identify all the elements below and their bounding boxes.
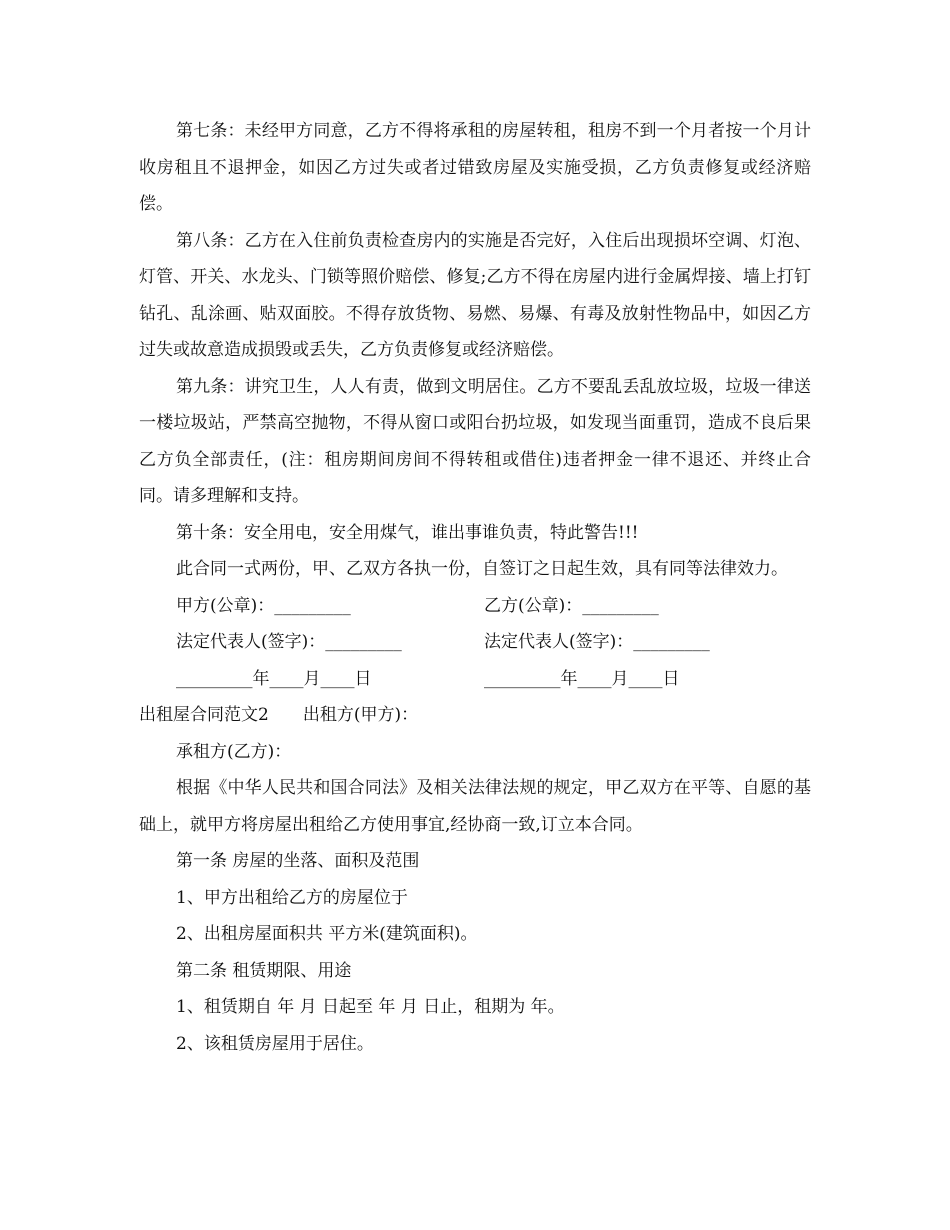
article-1-item-1: 1、甲方出租给乙方的房屋位于 [176,887,408,908]
lessee-line: 承租方(乙方)： [176,741,292,762]
article-2-heading: 第二条 租赁期限、用途 [176,960,352,981]
article-10-paragraph: 第十条：安全用电，安全用煤气，谁出事谁负责，特此警告!!! [176,522,639,543]
article-9-paragraph: 第九条：讲究卫生，人人有责，做到文明居住。乙方不要乱丢乱放垃圾，垃圾一律送一楼垃圾站，严禁高空抛物，不得从窗口或阳台扔垃圾，如发现当面重罚，造成不良后果乙方负全部责任，(注：租房期间房间不得转租或借住)违者押金一律不退还、并终止合同。请多理解和支持。 [139,376,811,506]
contract-copies-paragraph: 此合同一式两份，甲、乙双方各执一份，自签订之日起生效，具有同等法律效力。 [176,559,788,579]
party-a-seal-field: 甲方(公章)：_________ [176,595,351,616]
legal-basis-paragraph: 根据《中华人民共和国合同法》及相关法律法规的规定，甲乙双方在平等、自愿的基础上，就甲方将房屋出租给乙方使用事宜,经协商一致,订立本合同。 [139,778,811,835]
party-b-rep-field: 法定代表人(签字)：_________ [484,632,710,652]
signature-seal-row [139,588,811,625]
party-a-date-field: _________年____月____日 [176,668,372,689]
section-heading-line: 出租屋合同范文2 出租方(甲方)： [139,705,419,725]
article-8-paragraph: 第八条：乙方在入住前负责检查房内的实施是否完好，入住后出现损坏空调、灯泡、灯管、开关、水龙头、门锁等照价赔偿、修复;乙方不得在房屋内进行金属焊接、墙上打钉钻孔、乱涂画、贴双面胶。不得存放货物、易燃、易爆、有毒及放射性物品中，如因乙方过失或故意造成损毁或丢失，乙方负责修复或经济赔偿。 [139,230,811,360]
article-2-item-2: 2、该租赁房屋用于居住。 [176,1033,374,1054]
party-a-rep-field: 法定代表人(签字)：_________ [176,632,402,652]
signature-rep-row [139,624,811,661]
article-1-item-2: 2、出租房屋面积共 平方米(建筑面积)。 [176,924,478,944]
party-b-date-field: _________年____月____日 [484,668,680,689]
party-b-seal-field: 乙方(公章)：_________ [484,595,659,616]
signature-date-row [139,661,811,698]
document-body [139,113,811,1062]
article-7-paragraph: 第七条：未经甲方同意，乙方不得将承租的房屋转租，租房不到一个月者按一个月计收房租且不退押金，如因乙方过失或者过错致房屋及实施受损，乙方负责修复或经济赔偿。 [139,121,811,214]
article-1-heading: 第一条 房屋的坐落、面积及范围 [176,851,420,871]
article-2-item-1: 1、租赁期自 年 月 日起至 年 月 日止，租期为 年。 [176,997,565,1017]
